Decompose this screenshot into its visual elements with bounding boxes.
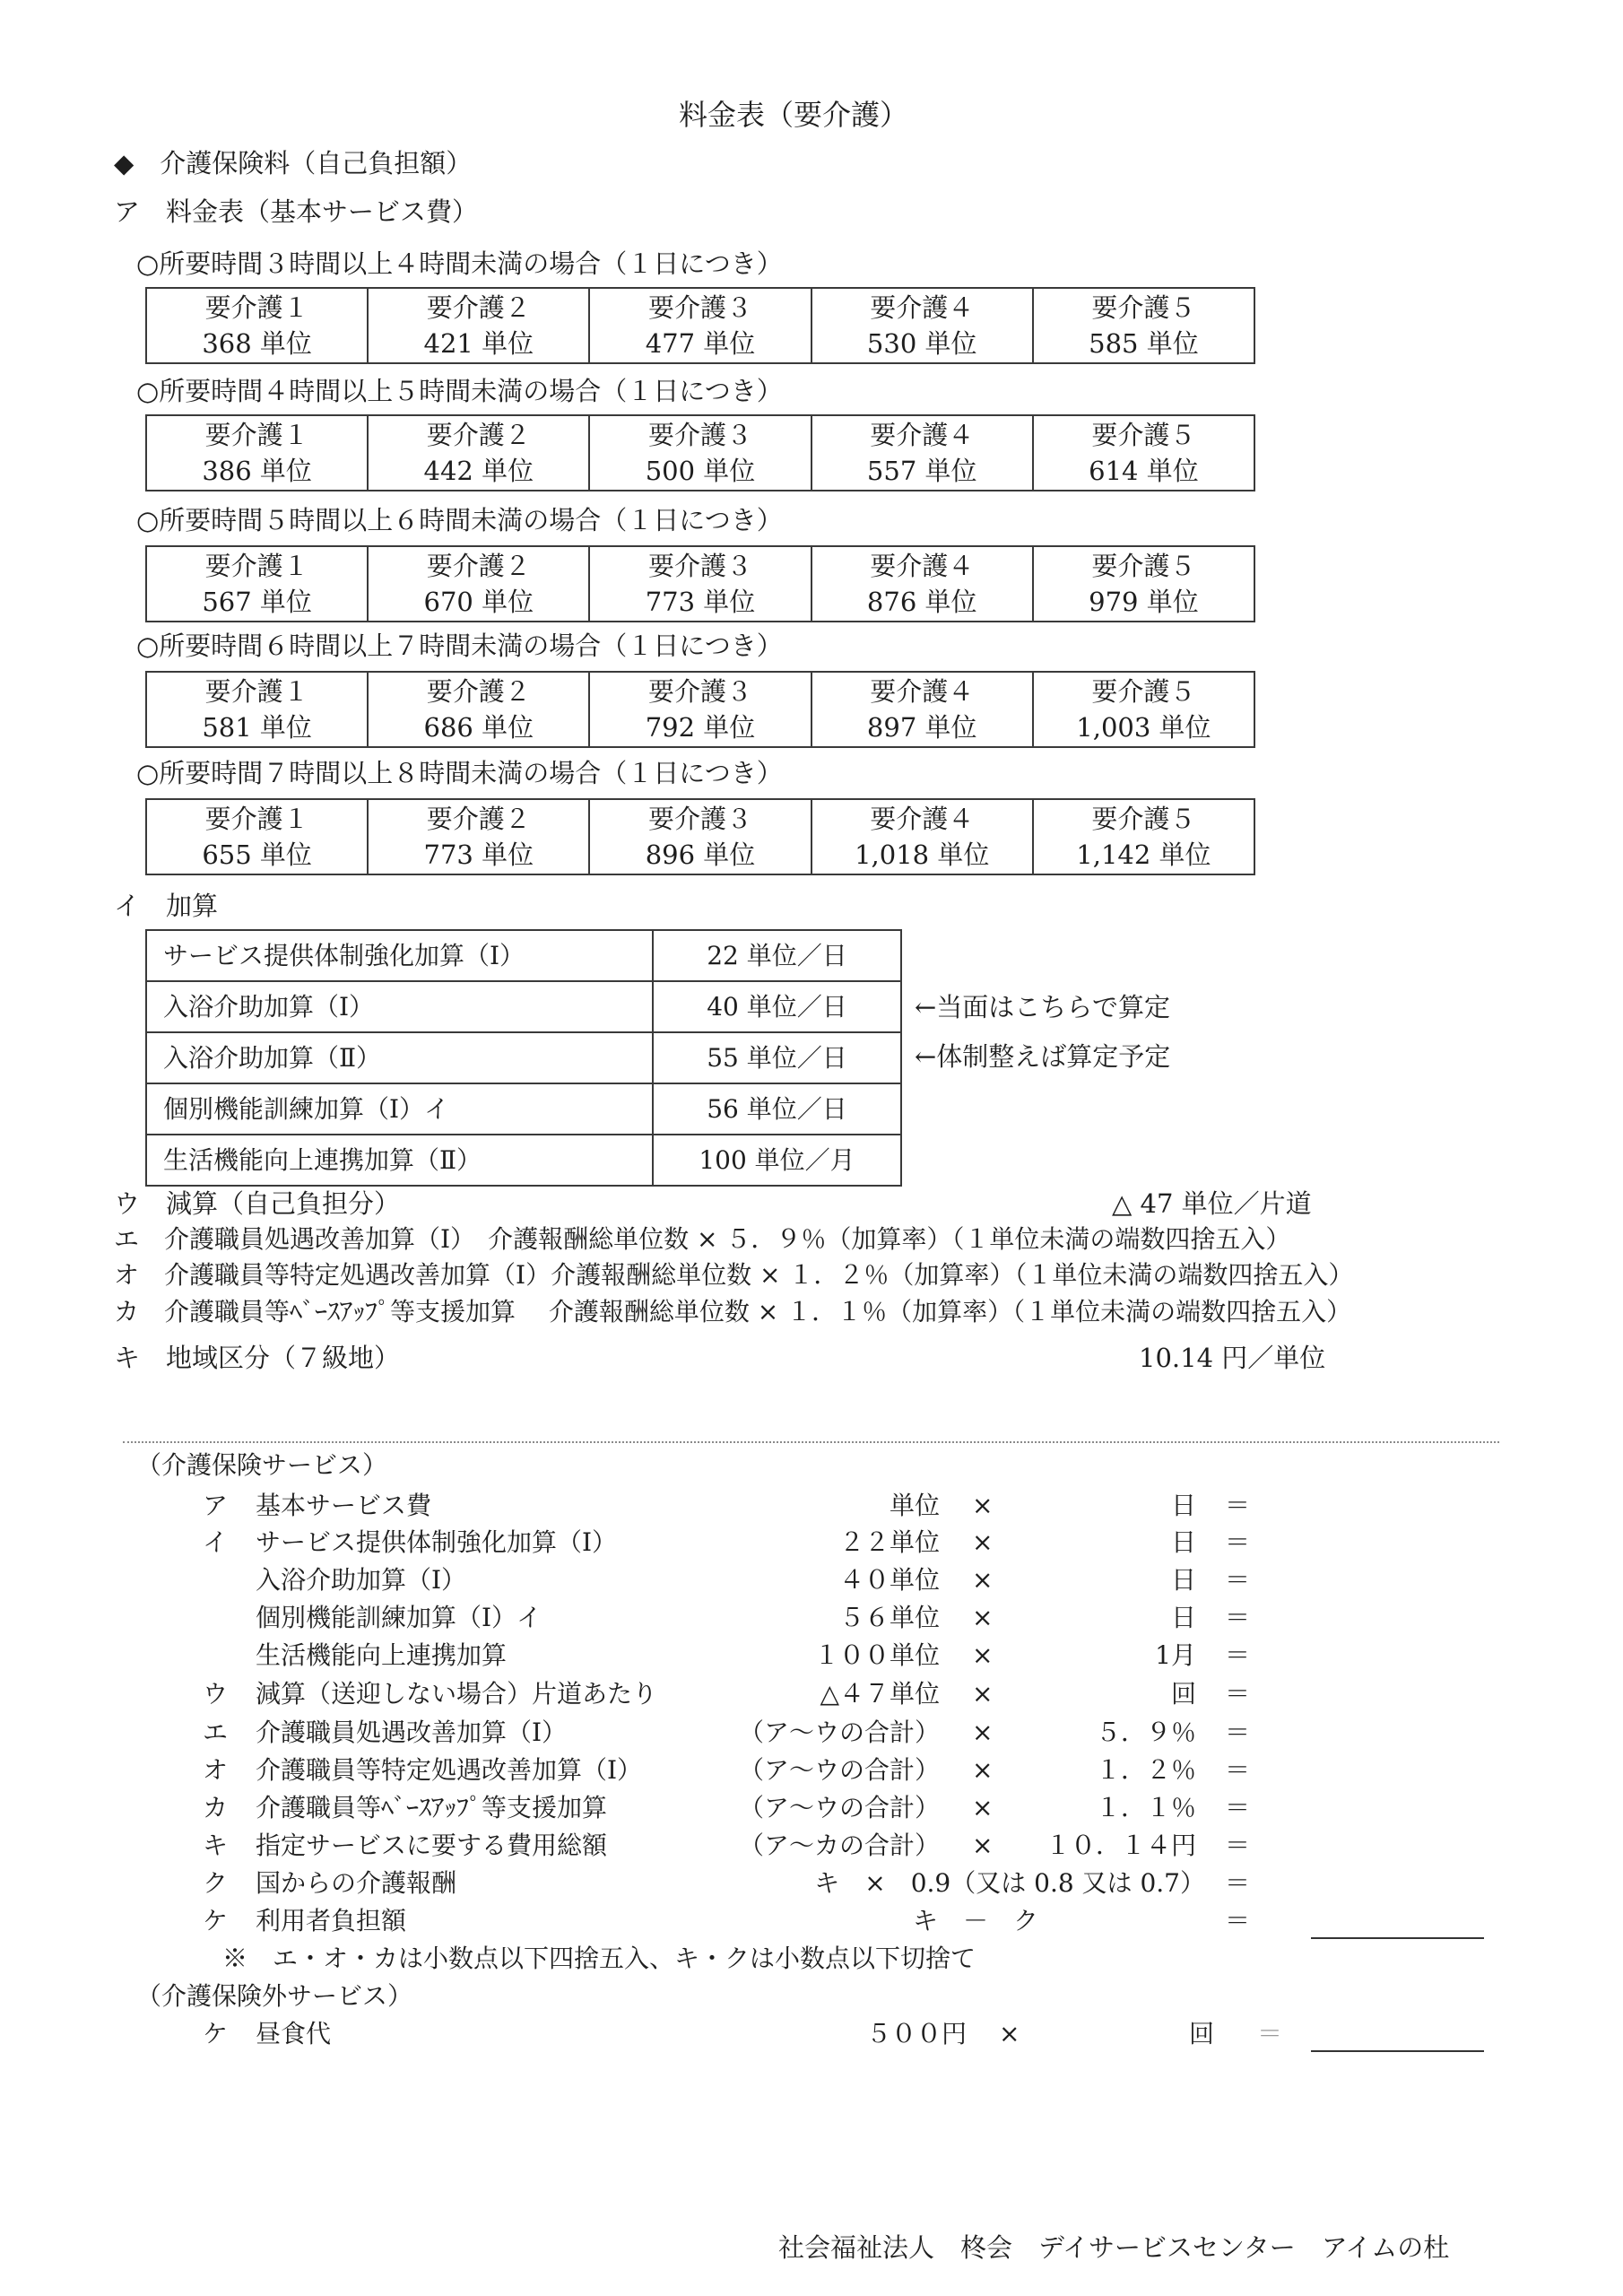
duration-label-3-4: ○所要時間３時間以上４時間未満の場合（１日につき） [136,248,783,279]
care-units: 477 単位 [645,327,756,359]
calc-eq: ＝ [1225,1679,1251,1709]
calc-amount: （ア～ウの合計） [738,1755,940,1785]
calc-eq: ＝ [1225,1527,1251,1557]
calc-amount: ５００円 [865,2019,967,2048]
calc-rate: １．２％ [1095,1755,1196,1785]
calc-amount: △４７単位 [820,1679,940,1709]
care-level: 要介護１ [204,550,309,581]
care-level: 要介護５ [1091,675,1196,707]
care-units: 655 単位 [202,839,312,870]
care-units: 368 単位 [202,327,312,359]
line-ka-baseup-support: カ 介護職員等ﾍﾞｰｽｱｯﾌﾟ等支援加算 介護報酬総単位数 × １．１％（加算率）（１単位未満の端数四捨五入） [114,1297,1352,1326]
duration-label-6-7: ○所要時間６時間以上７時間未満の場合（１日につき） [136,631,783,661]
calc-label: 生活機能向上連携加算 [256,1640,508,1670]
calc-label: 利用者負担額 [256,1906,407,1935]
calc-mark: キ [203,1831,229,1860]
care-cell [1032,416,1254,490]
care-units: 792 単位 [645,711,756,743]
care-level: 要介護４ [870,419,975,450]
care-level: 要介護４ [870,550,975,581]
section-divider [123,1441,1499,1443]
care-units: 557 単位 [866,455,977,486]
calc-amount: １００単位 [813,1640,940,1670]
calc-eq: ＝ [1225,1906,1251,1935]
care-level: 要介護１ [204,803,309,834]
care-level: 要介護２ [426,550,531,581]
calc-rate: 回 [1188,2019,1214,2048]
care-cell [147,800,367,874]
calc-mark: イ [203,1527,229,1557]
care-level-table-3-4 [145,287,1255,364]
addon-table [145,929,902,1187]
care-cell [367,416,588,490]
calc-amount: （ア～ウの合計） [738,1793,940,1822]
care-cell [588,289,810,362]
care-level: 要介護３ [648,291,753,323]
calc-mark: オ [203,1755,229,1785]
care-cell [147,416,367,490]
calc-amount: ５６単位 [838,1603,940,1632]
calc-label: 介護職員等ﾍﾞｰｽｱｯﾌﾟ等支援加算 [256,1793,608,1822]
deduction-label: ウ 減算（自己負担分） [114,1188,401,1219]
calc-mark: エ [203,1718,229,1747]
care-units: 530 単位 [866,327,977,359]
calc-label: 国からの介護報酬 [256,1868,457,1898]
calc-eq: ＝ [1257,2019,1283,2048]
care-level: 要介護５ [1091,803,1196,834]
care-level: 要介護１ [204,291,309,323]
calc-op: × [972,1603,994,1632]
care-cell [811,416,1032,490]
addon-name: 個別機能訓練加算（Ⅰ）イ [147,1084,654,1134]
calc-rate: 1月 [1155,1640,1196,1670]
line-o-specific-treatment: オ 介護職員等特定処遇改善加算（Ⅰ）介護報酬総単位数 × １．２％（加算率）（１単位未満の端数四捨五入） [114,1260,1354,1290]
calc-rate: １０．１４円 [1045,1831,1196,1860]
care-cell [367,673,588,746]
care-level: 要介護３ [648,675,753,707]
duration-label-5-6: ○所要時間５時間以上６時間未満の場合（１日につき） [136,505,783,535]
care-units: 386 単位 [202,455,312,486]
care-units: 897 単位 [866,711,977,743]
calc-eq: ＝ [1225,1793,1251,1822]
care-units: 581 単位 [202,711,312,743]
care-units: 500 単位 [645,455,756,486]
care-units: 614 単位 [1089,455,1199,486]
calc-rate: 日 [1170,1565,1196,1595]
calc-label: 個別機能訓練加算（Ⅰ）イ [256,1603,542,1632]
calc-amount: （ア～ウの合計） [738,1718,940,1747]
calc-label: 介護職員等特定処遇改善加算（Ⅰ） [256,1755,643,1785]
care-level-table-7-8 [145,798,1255,875]
addon-name: 生活機能向上連携加算（Ⅱ） [147,1135,654,1185]
care-cell [367,800,588,874]
care-units: 979 単位 [1089,586,1199,617]
care-cell [588,673,810,746]
calc-formula: キ － ク [913,1906,1039,1935]
care-units: 686 単位 [423,711,534,743]
care-units: 896 単位 [645,839,756,870]
calc-op: × [972,1831,994,1860]
addon-note-planned: ←体制整えば算定予定 [915,1041,1171,1072]
addon-name: 入浴介助加算（Ⅰ） [147,982,654,1031]
table-row [147,1083,900,1134]
care-units: 421 単位 [423,327,534,359]
care-level: 要介護３ [648,419,753,450]
care-cell [1032,289,1254,362]
region-label: キ 地域区分（７級地） [114,1343,401,1373]
calc-rate: 回 [1170,1679,1196,1709]
care-cell [367,547,588,621]
care-units: 1,142 単位 [1076,839,1211,870]
care-cell [1032,800,1254,874]
table-row [147,1031,900,1083]
calc-label: 介護職員処遇改善加算（Ⅰ） [256,1718,568,1747]
care-level: 要介護４ [870,291,975,323]
care-level: 要介護２ [426,419,531,450]
calc-rate: 日 [1170,1603,1196,1632]
region-value: 10.14 円／単位 [1139,1343,1326,1373]
care-units: 1,003 単位 [1076,711,1211,743]
care-cell [811,800,1032,874]
calc-label: 基本サービス費 [256,1491,432,1520]
calc-mark: カ [203,1793,229,1822]
calc-op: × [972,1718,994,1747]
care-units: 567 単位 [202,586,312,617]
calc-eq: ＝ [1225,1755,1251,1785]
calc-amount: 単位 [889,1491,940,1520]
calc-label: サービス提供体制強化加算（Ⅰ） [256,1527,618,1557]
care-cell [811,673,1032,746]
calc-op: × [972,1640,994,1670]
care-level-table-4-5 [145,414,1255,491]
heading-basic-fee: ア 料金表（基本サービス費） [114,196,479,227]
calc-rate: １．１％ [1095,1793,1196,1822]
care-units: 585 単位 [1089,327,1199,359]
care-cell [811,547,1032,621]
calc-op: × [972,1793,994,1822]
care-cell [147,547,367,621]
calc-noninsured-heading: （介護保険外サービス） [136,1981,413,2011]
care-level: 要介護２ [426,803,531,834]
care-level: 要介護５ [1091,419,1196,450]
section-heading-insurance: ◆ 介護保険料（自己負担額） [114,148,473,178]
care-cell [588,800,810,874]
care-cell [1032,547,1254,621]
care-level: 要介護１ [204,675,309,707]
addon-note-current: ←当面はこちらで算定 [915,992,1171,1022]
heading-addons: イ 加算 [114,891,219,921]
calc-label: 指定サービスに要する費用総額 [256,1831,608,1860]
table-row [147,980,900,1031]
care-units: 773 単位 [423,839,534,870]
care-cell [811,289,1032,362]
care-units: 1,018 単位 [855,839,990,870]
deduction-value: △ 47 単位／片道 [1112,1188,1312,1219]
addon-value: 100 単位／月 [699,1144,855,1175]
calc-mark: ア [203,1491,229,1520]
calc-label: 昼食代 [256,2019,332,2048]
calc-op: × [972,1491,994,1520]
care-units: 773 単位 [645,586,756,617]
calc-amount: ２２単位 [838,1527,940,1557]
lunch-blank [1311,2050,1484,2052]
calc-rate: 日 [1170,1491,1196,1520]
calc-eq: ＝ [1225,1831,1251,1860]
calc-formula: キ × 0.9（又は 0.8 又は 0.7） [814,1868,1205,1898]
addon-name: 入浴介助加算（Ⅱ） [147,1033,654,1083]
addon-name: サービス提供体制強化加算（Ⅰ） [147,931,654,980]
duration-label-4-5: ○所要時間４時間以上５時間未満の場合（１日につき） [136,376,783,406]
care-cell [367,289,588,362]
care-level: 要介護３ [648,803,753,834]
calc-op: × [972,1565,994,1595]
care-units: 670 単位 [423,586,534,617]
care-level: 要介護２ [426,675,531,707]
addon-value: 55 単位／日 [707,1042,847,1073]
care-level: 要介護５ [1091,550,1196,581]
calc-eq: ＝ [1225,1491,1251,1520]
calc-eq: ＝ [1225,1640,1251,1670]
calc-op: × [972,1755,994,1785]
care-level-table-5-6 [145,545,1255,622]
calc-rate: ５．９％ [1095,1718,1196,1747]
care-level: 要介護４ [870,803,975,834]
page-title: 料金表（要介護） [679,98,909,132]
care-level: 要介護５ [1091,291,1196,323]
care-cell [588,416,810,490]
care-cell [147,673,367,746]
care-units: 442 単位 [423,455,534,486]
calc-amount: （ア～カの合計） [738,1831,940,1860]
addon-value: 22 単位／日 [707,940,847,970]
table-row [147,1134,900,1185]
calc-mark: ケ [203,2019,229,2048]
care-level: 要介護１ [204,419,309,450]
calc-insured-heading: （介護保険サービス） [136,1450,388,1480]
calc-eq: ＝ [1225,1565,1251,1595]
footer-organization: 社会福祉法人 柊会 デイサービスセンター アイムの杜 [778,2232,1450,2263]
calc-label: 入浴介助加算（Ⅰ） [256,1565,467,1595]
care-cell [147,289,367,362]
addon-value: 56 単位／日 [707,1093,847,1124]
calc-amount: ４０単位 [838,1565,940,1595]
line-e-treatment-improvement: エ 介護職員処遇改善加算（Ⅰ） 介護報酬総単位数 × ５．９％（加算率）（１単位未満の端数四捨五入） [114,1224,1291,1254]
calc-eq: ＝ [1225,1718,1251,1747]
care-level: 要介護２ [426,291,531,323]
calc-rate: 日 [1170,1527,1196,1557]
care-level-table-6-7 [145,671,1255,748]
care-cell [1032,673,1254,746]
calc-mark: ク [203,1868,229,1898]
care-level: 要介護４ [870,675,975,707]
table-row [147,931,900,980]
calc-eq: ＝ [1225,1603,1251,1632]
user-burden-blank [1311,1937,1484,1939]
calc-op: × [999,2019,1020,2048]
care-units: 876 単位 [866,586,977,617]
care-cell [588,547,810,621]
calc-op: × [972,1679,994,1709]
rounding-note: ※ エ・オ・カは小数点以下四捨五入、キ・クは小数点以下切捨て [222,1944,976,1973]
calc-mark: ウ [203,1679,229,1709]
calc-mark: ケ [203,1906,229,1935]
care-level: 要介護３ [648,550,753,581]
addon-value: 40 単位／日 [707,991,847,1022]
calc-label: 減算（送迎しない場合）片道あたり [256,1679,658,1709]
duration-label-7-8: ○所要時間７時間以上８時間未満の場合（１日につき） [136,758,783,788]
calc-eq: ＝ [1225,1868,1251,1898]
calc-op: × [972,1527,994,1557]
